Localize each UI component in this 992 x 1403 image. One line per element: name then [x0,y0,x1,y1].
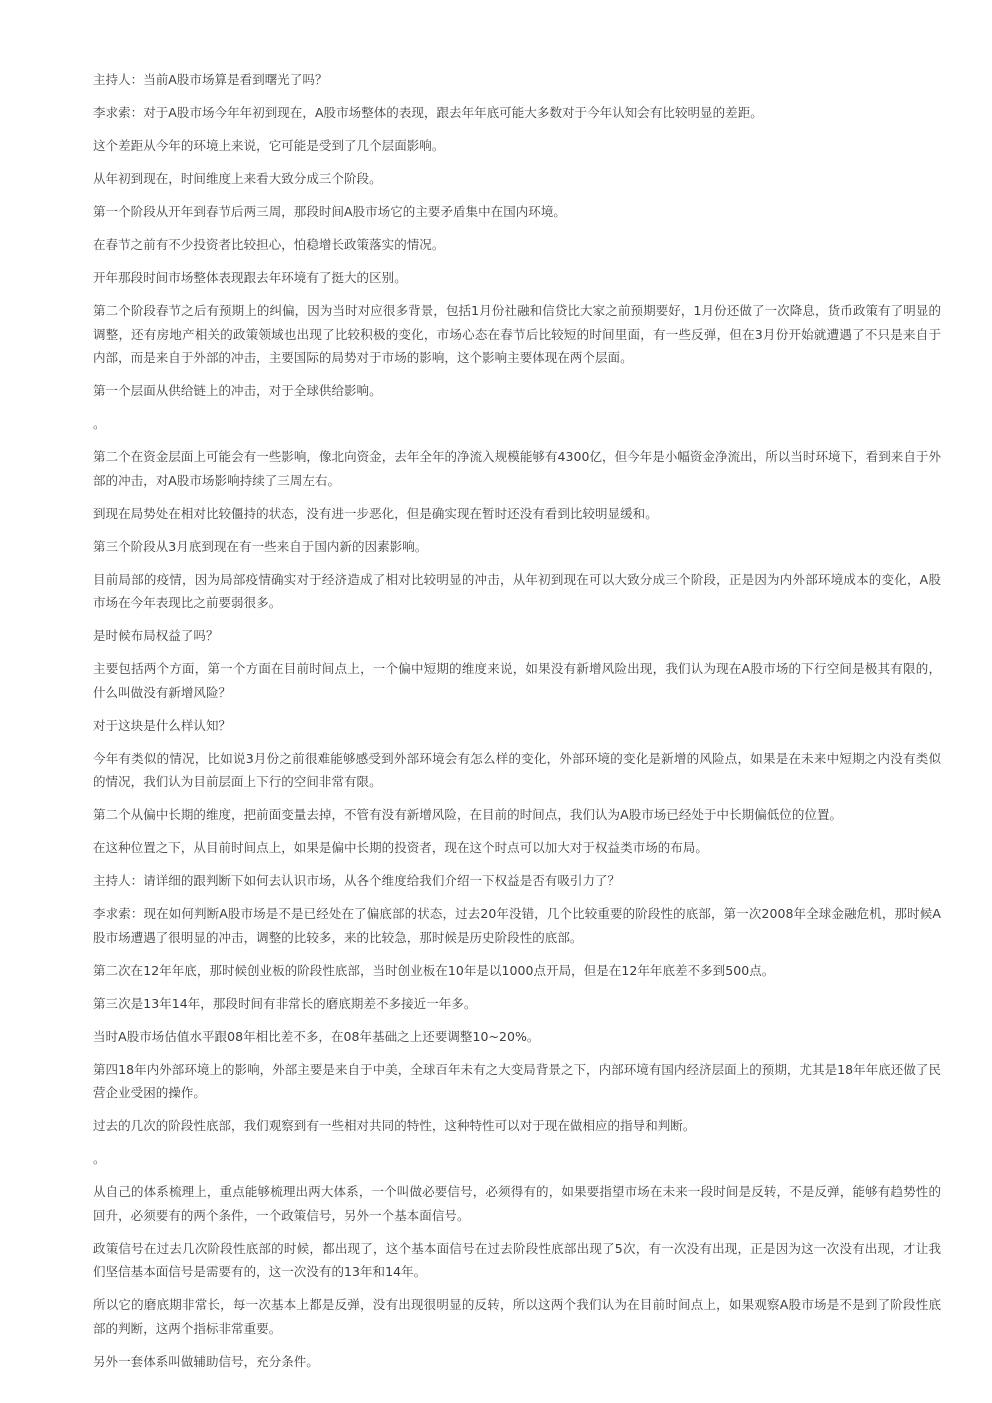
paragraph: 在这种位置之下，从目前时间点上，如果是偏中长期的投资者，现在这个时点可以加大对于权益类市场的布局。 [93,840,708,855]
paragraph: 这个差距从今年的环境上来说，它可能是受到了几个层面影响。 [93,138,445,153]
paragraph: 第二个阶段春节之后有预期上的纠偏，因为当时对应很多背景，包括1月份社融和信贷比大家之前预期要好，1月份还做了一次降息，货币政策有了明显的调整，还有房地产相关的政策领域也出现了比较积极的变化，市场心态在春节后比较短的时间里面，有一些反弹，但在3月份开始就遭遇了不只是来自于内部，而是来自于外部的冲击，主要国际的局势对于市场的影响，这个影响主要体现在两个层面。 [93,303,941,365]
paragraph: 第三次是13年14年，那段时间有非常长的磨底期差不多接近一年多。 [93,995,477,1011]
paragraph: 第三个阶段从3月底到现在有一些来自于国内新的因素影响。 [93,538,428,554]
paragraph: 第四18年内外部环境上的影响，外部主要是来自于中美，全球百年未有之大变局背景之下，内部环境有国内经济层面上的预期，尤其是18年年底还做了民营企业受困的操作。 [93,1061,941,1100]
paragraph: 所以它的磨底期非常长，每一次基本上都是反弹，没有出现很明显的反转，所以这两个我们认为在目前时间点上，如果观察A股市场是不是到了阶段性底部的判断，这两个指标非常重要。 [93,1297,941,1336]
paragraph: 开年那段时间市场整体表现跟去年环境有了挺大的区别。 [93,270,407,285]
paragraph: 主要包括两个方面，第一个方面在目前时间点上，一个偏中短期的维度来说，如果没有新增风险出现，我们认为现在A股市场的下行空间是极其有限的，什么叫做没有新增风险？ [93,661,941,700]
paragraph: 在春节之前有不少投资者比较担心，怕稳增长政策落实的情况。 [93,237,445,252]
paragraph: 第二个从偏中长期的维度，把前面变量去掉，不管有没有新增风险，在目前的时间点，我们认为A股市场已经处于中长期偏低位的位置。 [93,807,843,822]
paragraph: 。 [93,416,106,431]
paragraph: 另外一套体系叫做辅助信号，充分条件。 [93,1353,319,1369]
paragraph: 李求索：对于A股市场今年年初到现在，A股市场整体的表现，跟去年年底可能大多数对于今年认知会有比较明显的差距。 [93,105,763,120]
article-body [93,68,941,1383]
paragraph: 目前局部的疫情，因为局部疫情确实对于经济造成了相对比较明显的冲击，从年初到现在可以大致分成三个阶段，正是因为内外部环境成本的变化，A股市场在今年表现比之前要弱很多。 [93,571,941,610]
paragraph: 主持人：当前A股市场算是看到曙光了吗？ [93,72,328,87]
paragraph: 是时候布局权益了吗？ [93,628,219,643]
paragraph: 政策信号在过去几次阶段性底部的时候，都出现了，这个基本面信号在过去阶段性底部出现了5次，有一次没有出现，正是因为这一次没有出现，才让我们坚信基本面信号是需要有的，这一次没有的13年和14年。 [93,1240,941,1279]
paragraph: 第一个阶段从开年到春节后两三周，那段时间A股市场它的主要矛盾集中在国内环境。 [93,204,566,219]
paragraph: 。 [93,1151,106,1166]
paragraph: 到现在局势处在相对比较僵持的状态，没有进一步恶化，但是确实现在暂时还没有看到比较明显缓和。 [93,505,658,521]
paragraph: 李求索：现在如何判断A股市场是不是已经处在了偏底部的状态，过去20年没错，几个比较重要的阶段性的底部，第一次2008年全球金融危机，那时候A股市场遭遇了很明显的冲击，调整的比较多，来的比较急，那时候是历史阶段性的底部。 [93,906,941,945]
paragraph: 今年有类似的情况，比如说3月份之前很难能够感受到外部环境会有怎么样的变化，外部环境的变化是新增的风险点，如果是在未来中短期之内没有类似的情况，我们认为目前层面上下行的空间非常有限。 [93,750,941,789]
paragraph: 第二个在资金层面上可能会有一些影响，像北向资金，去年全年的净流入规模能够有4300亿，但今年是小幅资金净流出，所以当时环境下，看到来自于外部的冲击，对A股市场影响持续了三周左右。 [93,449,941,488]
paragraph: 主持人：请详细的跟判断下如何去认识市场，从各个维度给我们介绍一下权益是否有吸引力了？ [93,873,621,888]
paragraph: 当时A股市场估值水平跟08年相比差不多，在08年基础之上还要调整10~20%。 [93,1028,540,1044]
paragraph: 对于这块是什么样认知？ [93,717,232,733]
paragraph: 从自己的体系梳理上，重点能够梳理出两大体系，一个叫做必要信号，必须得有的，如果要指望市场在未来一段时间是反转，不是反弹，能够有趋势性的回升，必须要有的两个条件，一个政策信号，另外一个基本面信号。 [93,1184,941,1223]
paragraph: 第二次在12年年底，那时候创业板的阶段性底部，当时创业板在10年是以1000点开局，但是在12年年底差不多到500点。 [93,962,775,978]
paragraph: 第一个层面从供给链上的冲击，对于全球供给影响。 [93,383,382,398]
paragraph: 过去的几次的阶段性底部，我们观察到有一些相对共同的特性，这种特性可以对于现在做相应的指导和判断。 [93,1118,696,1133]
paragraph: 从年初到现在，时间维度上来看大致分成三个阶段。 [93,171,382,186]
